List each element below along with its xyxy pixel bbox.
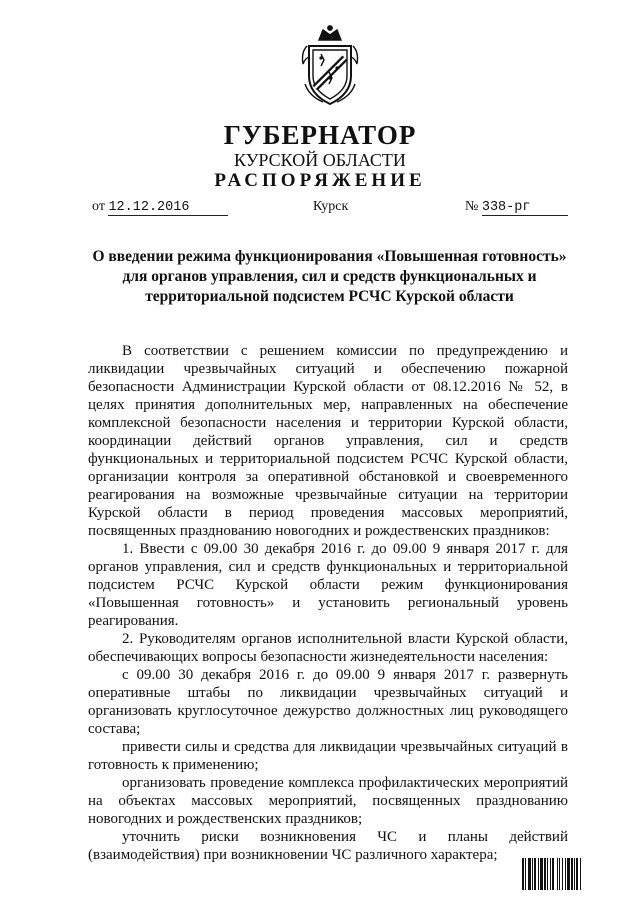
number-value: 338-рг xyxy=(482,200,568,216)
paragraph-item-1 xyxy=(88,540,568,630)
barcode-bar xyxy=(574,858,575,890)
text-line: безопасности Администрации Курской области от 08.12.2016 № 52, в xyxy=(88,379,568,395)
paragraph-intro xyxy=(88,342,568,540)
barcode-bar xyxy=(565,858,566,890)
barcode-bar xyxy=(567,858,570,890)
barcode-bar xyxy=(552,858,554,890)
text-line: 2. Руководителям органов исполнительной власти Курской области, xyxy=(122,631,568,647)
barcode-bar xyxy=(538,858,539,890)
barcode-bar xyxy=(532,858,533,890)
text-line: координации действий органов управления, сил и средств xyxy=(88,433,568,449)
text-line: привести силы и средства для ликвидации чрезвычайных ситуаций в xyxy=(122,739,568,755)
text-line: уточнить риски возникновения ЧС и планы действий xyxy=(122,829,568,845)
barcode-bar xyxy=(547,858,548,890)
text-line: состава; xyxy=(88,721,141,737)
text-line: (взаимодействия) при возникновении ЧС различного характера; xyxy=(88,847,498,863)
text-line: «Повышенная готовность» и установить региональный уровень xyxy=(88,595,568,611)
text-line: оперативные штабы по ликвидации чрезвычайных ситуаций и xyxy=(88,685,568,701)
text-line: Курской области в период проведения массовых мероприятий, xyxy=(88,505,568,521)
document-title: О введении режима функционирования «Повышенная готовность» для органов управления, сил и средств функциональных и территориальной подсистем РСЧС Курской области xyxy=(92,248,567,305)
number-field xyxy=(465,199,568,216)
date-field xyxy=(92,199,228,216)
document-body xyxy=(88,342,568,864)
paragraph-sub-2 xyxy=(88,738,568,774)
barcode-bar xyxy=(559,858,560,890)
text-line: реагирования на возможные чрезвычайные ситуации на территории xyxy=(88,487,568,503)
barcode-bar xyxy=(576,858,578,890)
barcode-bar xyxy=(544,858,546,890)
header-region: КУРСКОЙ ОБЛАСТИ xyxy=(234,150,406,170)
paragraph-sub-4 xyxy=(88,828,568,864)
barcode-bar xyxy=(580,858,581,890)
paragraph-sub-3 xyxy=(88,774,568,828)
text-line: реагирования. xyxy=(88,613,179,629)
text-line: организовать круглосуточное дежурство должностных лиц руководящего xyxy=(88,703,568,719)
barcode-bar xyxy=(571,858,573,890)
barcode xyxy=(522,858,618,890)
number-prefix: № xyxy=(465,199,479,214)
text-line: новогодних и рождественских праздников; xyxy=(88,811,363,827)
barcode-bar xyxy=(525,858,526,890)
text-line: функциональных и территориальной подсистем РСЧС Курской области, xyxy=(88,451,568,467)
barcode-bar xyxy=(562,858,563,890)
text-line: комплексной безопасности населения и территории Курской области, xyxy=(88,415,568,431)
text-line: готовность к применению; xyxy=(88,757,259,773)
text-line: подсистем РСЧС Курской области режим функционирования xyxy=(88,577,568,593)
doc-type: РАСПОРЯЖЕНИЕ xyxy=(214,170,426,191)
barcode-bar xyxy=(534,858,536,890)
text-line: органов управления, сил и средств функциональных и территориальной xyxy=(88,559,568,575)
date-prefix: от xyxy=(92,199,105,214)
paragraph-sub-1 xyxy=(88,666,568,738)
text-line: посвященных празднованию новогодних и рождественских праздников: xyxy=(88,523,550,539)
barcode-bar xyxy=(557,858,558,890)
barcode-bar xyxy=(540,858,543,890)
text-line: организации контроля за оперативной обстановкой и своевременного xyxy=(88,469,568,485)
header-title: ГУБЕРНАТОР xyxy=(223,120,417,150)
barcode-bar xyxy=(528,858,531,890)
text-line: с 09.00 30 декабря 2016 г. до 09.00 9 января 2017 г. развернуть xyxy=(122,667,568,683)
text-line: 1. Ввести с 09.00 30 декабря 2016 г. до 09.00 9 января 2017 г. для xyxy=(122,541,568,557)
text-line: организовать проведение комплекса профилактических мероприятий xyxy=(122,775,568,791)
text-line: ликвидации чрезвычайных ситуаций и обеспечению пожарной xyxy=(88,361,568,377)
barcode-bar xyxy=(550,858,551,890)
date-value: 12.12.2016 xyxy=(108,200,228,216)
city: Курск xyxy=(313,199,349,214)
paragraph-item-2 xyxy=(88,630,568,666)
text-line: целях принятия дополнительных мер, направленных на обеспечение xyxy=(88,397,568,413)
barcode-bar xyxy=(522,858,524,890)
text-line: В соответствии с решением комиссии по предупреждению и xyxy=(122,343,568,359)
coat-of-arms-emblem xyxy=(299,24,361,108)
text-line: обеспечивающих вопросы безопасности жизнедеятельности населения: xyxy=(88,649,549,665)
text-line: на объектах массовых мероприятий, посвященных празднованию xyxy=(88,793,568,809)
